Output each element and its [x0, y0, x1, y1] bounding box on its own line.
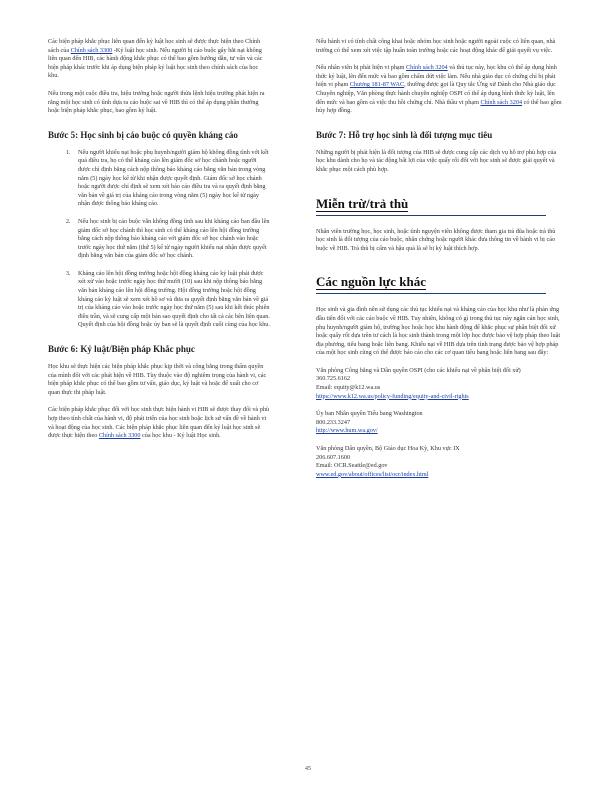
contact-name: Văn phòng Dân quyền, Bộ Giáo dục Hoa Kỳ, Khu vực IX: [316, 445, 460, 453]
list-item: 1. Nếu người khiếu nại hoặc phụ huynh/người giám hộ không đồng tình với kết quả điều tra, họ có thể kháng cáo lên giám đốc sở học chánh hoặc người được chỉ định bằng cách nộp thông báo kháng cáo bằng văn bản trong vòng năm (5) ngày học kể từ khi nhận được quyết định. Giám đốc sở học chánh hoặc người được chỉ định sẽ xem xét báo cáo điều tra và ra quyết định bằng văn bản về giá trị của kháng cáo trong vòng năm (5) ngày học kể từ ngày nhận được thông báo kháng cáo.: [72, 149, 270, 209]
text: và thủ tục này, học khu có thể áp dụng hình thức kỷ luật, lên đến mức và bao gồm chấm dứt việc làm. Nếu nhà giáo dục có chứng chỉ bị phát hiện vi phạm: [316, 64, 557, 89]
right-column: [316, 38, 564, 488]
text: có thể bao gồm hủy hợp đồng.: [316, 98, 562, 115]
heading-rule: [316, 215, 546, 216]
contact-list: [316, 367, 564, 480]
contact-hum: [316, 410, 564, 436]
contact-name: Ủy ban Nhân quyền Tiểu bang Washington: [316, 410, 423, 418]
heading-text: Các nguồn lực khác: [316, 274, 427, 290]
remedy-paragraph: [48, 38, 270, 81]
wac-181-87-link[interactable]: Chương 181-87 WAC: [349, 81, 405, 89]
student-discipline-paragraph: [48, 406, 270, 440]
page-number: 45: [305, 766, 311, 772]
ospi-website-link[interactable]: https://www.k12.wa.us/policy-funding/equity-and-civil-rights: [316, 392, 469, 400]
retaliation-paragraph: Nhân viên trường học, học sinh, hoặc tình nguyện viên không được tham gia trả đũa hoặc trả thù học sinh là đối tượng của cáo buộc, nhân chứng hoặc người khác đưa thông tin về hành vi bị cáo buộc về HIB. Trả thù bị cấm và hậu quả là sẽ bị kỷ luật thích hợp.: [316, 227, 556, 252]
text: Các biện pháp khắc phục liên quan đến kỷ luật học sinh sẽ được thực hiện theo Chính sách của: [48, 38, 261, 54]
support-paragraph: Những người bị phát hiện là đối tượng của HIB sẽ được cung cấp các dịch vụ hỗ trợ phù hợp của học khu dành cho họ và tác động bất lợi của việc quấy rối đối với học sinh sẽ được giải quyết và khắc phục một cách phù hợp.: [316, 148, 557, 173]
contact-phone: 800.233.3247: [316, 418, 351, 426]
contact-ocr: [316, 445, 564, 479]
step7-heading: Bước 7: Hỗ trợ học sinh là đối tượng mục tiêu: [316, 129, 493, 140]
heading-text: Miễn trừ/trả thù: [316, 195, 409, 211]
policy-3204-link[interactable]: Chính sách 3204: [480, 98, 523, 106]
text: , thường được gọi là Quy tắc Ứng xử Dành cho Nhà giáo dục Chuyên nghiệp, Văn phòng thực hành chuyên nghiệp OSPI có thể áp dụng hình thức kỷ luật, lên đến mức và bao gồm cả việc thu hồi chứng chỉ. Nhà thầu vi phạm: [316, 81, 556, 106]
false-accusation-paragraph: Nếu trong một cuộc điều tra, hiệu trưởng hoặc người thừa lệnh hiệu trưởng phát hiện ra rằng một học sinh có tình dựa ra cáo buộc sai về HIB thì có thể áp dụng phần thưởng hoặc biện pháp khắc phục, bao gồm kỷ luật.: [48, 89, 265, 115]
text: của học khu - Kỷ luật Học sinh.: [140, 432, 221, 440]
resources-paragraph: Học sinh và gia đình nên sử dụng các thủ tục khiếu nại và kháng cáo của học khu như là phản ứng đầu tiên đối với các cáo buộc về HIB. Tuy nhiên, không có gì trong thủ tục này ngăn cản học sinh, phụ huynh/người giám hộ, trường học hoặc học khu hành động để khắc phục sự phân biệt đối xử hoặc quấy rối dựa trên tư cách là học sinh thành trong một lớp học được bảo vệ hợp pháp theo luật địa phương, tiểu bang hoặc liên bang. Khiếu nại về HIB dựa trên tình trạng được bảo vệ hợp pháp của một học sinh cũng có thể được báo cáo cho các cơ quan tiểu bang hoặc liên bang sau đây:: [316, 306, 561, 357]
appeal-steps-list: [48, 149, 270, 330]
policy-3300-link[interactable]: Chính sách 3300: [98, 432, 141, 440]
staff-violation-paragraph: [316, 64, 564, 116]
heading-rule: [316, 293, 546, 294]
text: Nếu nhân viên bị phát hiện vi phạm: [316, 64, 407, 72]
list-item: 3. Kháng cáo lên hội đồng trường hoặc hội đồng kháng cáo kỷ luật phải được xét xử vào hoặc trước ngày học thứ mười (10) sau khi nộp thông báo bằng văn bản kháng cáo lên hội đồng trường. Hội đồng trường hoặc hội đồng kháng cáo kỷ luật sẽ xem xét hồ sơ và đưa ra quyết định bằng văn bản về giá trị của kháng cáo vào hoặc trước ngày học thứ năm (5) sau khi kết thúc phiên điều trần, và sẽ cung cấp một bản sao quyết định cho tất cả các bên liên quan. Quyết định của hội đồng hoặc ủy ban sẽ là quyết định cuối cùng của học khu.: [72, 270, 270, 330]
contact-phone: 360.725.6162: [316, 375, 351, 383]
corrective-action-paragraph: Học khu sẽ thực hiện các biện pháp khắc phục kịp thời và công bằng trong thẩm quyền của mình đối với các phát hiện về HIB. Tùy thuộc vào độ nghiêm trọng của hành vi, các biện pháp khắc phục có thể bao gồm tư vấn, giáo dục, kỷ luật và hoặc để xuất cho cơ quan thực thi pháp luật.: [48, 363, 267, 396]
step6-heading: Bước 6: Kỷ luật/Biện pháp Khắc phục: [48, 344, 195, 355]
policy-3300-link[interactable]: Chính sách 3300: [70, 46, 113, 54]
left-column: [48, 38, 270, 450]
contact-phone: 206.607.1600: [316, 453, 351, 461]
contact-email: Email: equity@k12.wa.us: [316, 384, 381, 392]
ocr-website-link[interactable]: www.ed.gov/about/offices/list/ocr/index.html: [316, 470, 429, 478]
text: Các biện pháp khắc phục đối với học sinh thực hiện hành vi HIB sẽ được thay đổi và phù hợp theo tính chất của hành vi, độ phát triển của học sinh hoặc lịch sử vấn đề về hành vi và hoạt động của học sinh. Các biện pháp khắc phục liên quan đến kỷ luật học sinh sẽ được thực hiện theo: [48, 406, 270, 440]
list-item: 2. Nếu học sinh bị cáo buộc vẫn không đồng tình sau khi kháng cáo ban đầu lên giám đốc sở học chánh thì học sinh có thể kháng cáo lên hội đồng trường bằng cách nộp thông báo kháng cáo với giám đốc sở học chánh vào hoặc trước ngày học thứ năm (thứ 5) kể từ ngày người khiếu nại nhận được quyết định bằng văn bản của giám đốc sở học chánh.: [72, 218, 270, 261]
policy-3204-link[interactable]: Chính sách 3204: [406, 64, 448, 72]
other-resources-heading: [316, 275, 564, 289]
immunity-heading: [316, 197, 564, 211]
text: -Kỷ luật học sinh. Nếu người bị cáo buộc gây bắt nạt không liên quan đến HIB, các hành động khắc phục có thể bao gồm hướng dẫn, tư vấn và các biện pháp khác trước khi áp dụng biện pháp kỷ luật học sinh theo chính sách của học khu.: [48, 46, 263, 80]
contact-name: Văn phòng Công bằng và Dân quyền OSPI (cho các khiếu nại về phân biệt đối xử): [316, 366, 521, 374]
step5-heading: Bước 5: Học sinh bị cáo buộc có quyền kháng cáo: [48, 129, 238, 140]
contact-email: Email: OCR.Seattle@ed.gov: [316, 462, 388, 470]
contact-ospi: [316, 367, 564, 401]
school-training-paragraph: Nếu hành vi có tính chất công khai hoặc nhóm học sinh hoặc người ngoài cuộc có liên quan, nhà trường có thể xem xét việc tập huấn toàn trường hoặc các hoạt động khác để giải quyết vụ việc.: [316, 38, 556, 54]
hum-website-link[interactable]: http://www.hum.wa.gov/: [316, 427, 378, 435]
